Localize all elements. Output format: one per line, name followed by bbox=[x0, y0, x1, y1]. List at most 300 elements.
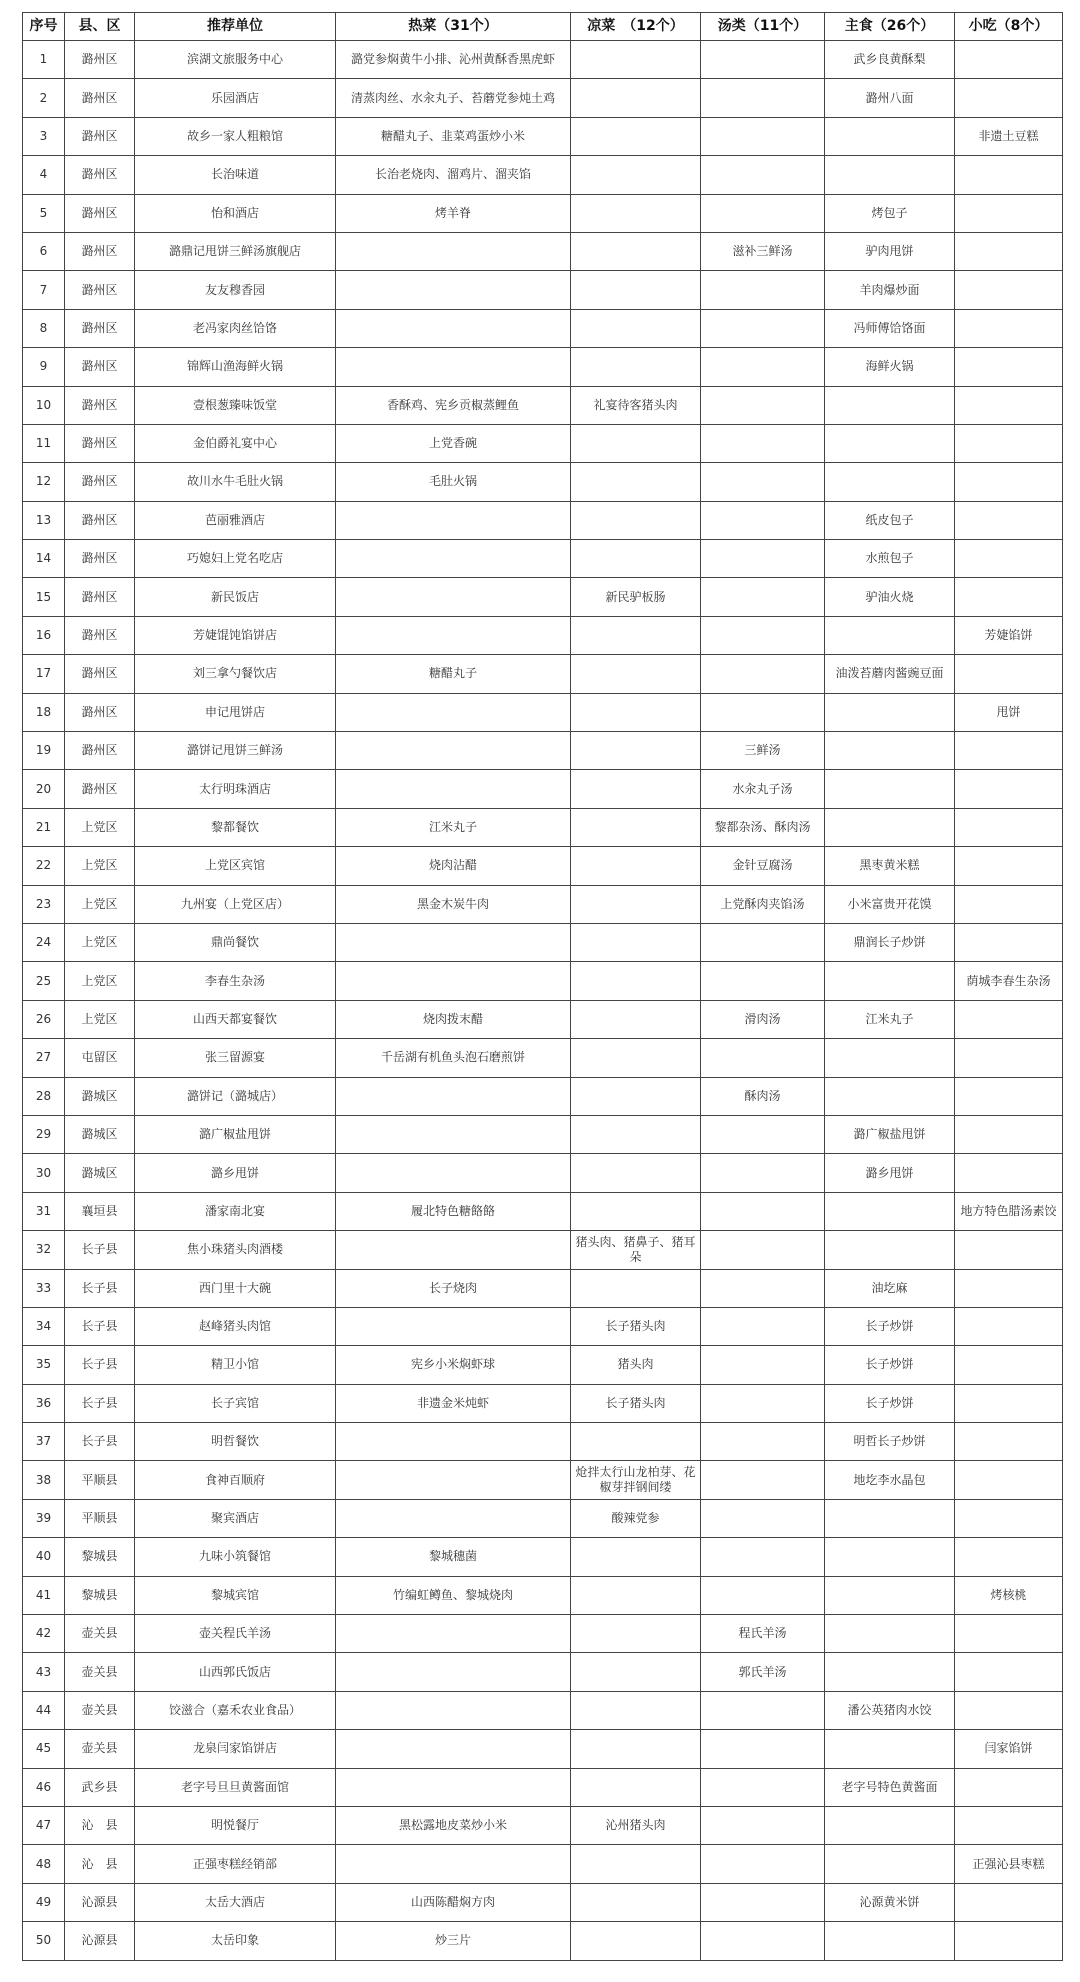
cell-county: 壶关县 bbox=[65, 1691, 135, 1729]
cell-cold-dish bbox=[571, 348, 701, 386]
cell-unit: 饺滋合（嘉禾农业食品） bbox=[135, 1691, 336, 1729]
cell-cold-dish bbox=[571, 309, 701, 347]
cell-unit: 李春生杂汤 bbox=[135, 962, 336, 1000]
cell-cold-dish bbox=[571, 424, 701, 462]
cell-snack bbox=[955, 1883, 1063, 1921]
cell-snack: 芳婕馅饼 bbox=[955, 616, 1063, 654]
cell-soup: 黎都杂汤、酥肉汤 bbox=[701, 808, 825, 846]
cell-county: 平顺县 bbox=[65, 1461, 135, 1499]
cell-soup: 三鲜汤 bbox=[701, 732, 825, 770]
cell-soup bbox=[701, 79, 825, 117]
cell-unit: 怡和酒店 bbox=[135, 194, 336, 232]
cell-staple: 鼎润长子炒饼 bbox=[825, 923, 955, 961]
cell-soup: 郭氏羊汤 bbox=[701, 1653, 825, 1691]
cell-county: 平顺县 bbox=[65, 1499, 135, 1537]
cell-snack bbox=[955, 424, 1063, 462]
cell-unit: 正强枣糕经销部 bbox=[135, 1845, 336, 1883]
cell-snack: 烤核桃 bbox=[955, 1576, 1063, 1614]
table-row bbox=[23, 1615, 1063, 1653]
cell-soup bbox=[701, 424, 825, 462]
cell-soup: 水汆丸子汤 bbox=[701, 770, 825, 808]
cell-soup bbox=[701, 616, 825, 654]
cell-county: 潞州区 bbox=[65, 271, 135, 309]
cell-unit: 新民饭店 bbox=[135, 578, 336, 616]
cell-unit: 明哲餐饮 bbox=[135, 1423, 336, 1461]
table-row bbox=[23, 1423, 1063, 1461]
table-row bbox=[23, 655, 1063, 693]
cell-staple: 潞广椒盐甩饼 bbox=[825, 1115, 955, 1153]
cell-hot-dish: 烧肉沾醋 bbox=[336, 847, 571, 885]
cell-staple: 地圪李水晶包 bbox=[825, 1461, 955, 1499]
cell-index: 48 bbox=[23, 1845, 65, 1883]
cell-index: 38 bbox=[23, 1461, 65, 1499]
table-row bbox=[23, 1154, 1063, 1192]
cell-unit: 申记甩饼店 bbox=[135, 693, 336, 731]
cell-county: 潞州区 bbox=[65, 732, 135, 770]
cell-unit: 老字号旦旦黄酱面馆 bbox=[135, 1768, 336, 1806]
table-row bbox=[23, 693, 1063, 731]
cell-cold-dish bbox=[571, 1000, 701, 1038]
cell-hot-dish bbox=[336, 1154, 571, 1192]
cell-staple bbox=[825, 808, 955, 846]
cell-soup bbox=[701, 194, 825, 232]
cell-cold-dish bbox=[571, 732, 701, 770]
cell-index: 37 bbox=[23, 1423, 65, 1461]
cell-county: 潞州区 bbox=[65, 693, 135, 731]
cell-unit: 食神百顺府 bbox=[135, 1461, 336, 1499]
cell-county: 潞州区 bbox=[65, 424, 135, 462]
cell-soup bbox=[701, 1346, 825, 1384]
header-county: 县、区 bbox=[65, 13, 135, 41]
table-row bbox=[23, 1269, 1063, 1307]
cell-county: 潞州区 bbox=[65, 309, 135, 347]
cell-staple bbox=[825, 1576, 955, 1614]
table-row bbox=[23, 194, 1063, 232]
table-row bbox=[23, 962, 1063, 1000]
table-row bbox=[23, 1653, 1063, 1691]
cell-hot-dish: 糖醋丸子 bbox=[336, 655, 571, 693]
cell-county: 潞州区 bbox=[65, 232, 135, 270]
cell-staple bbox=[825, 117, 955, 155]
cell-index: 27 bbox=[23, 1039, 65, 1077]
table-row bbox=[23, 1307, 1063, 1345]
cell-staple: 长子炒饼 bbox=[825, 1384, 955, 1422]
cell-county: 潞城区 bbox=[65, 1077, 135, 1115]
cell-cold-dish bbox=[571, 1538, 701, 1576]
cell-unit: 西门里十大碗 bbox=[135, 1269, 336, 1307]
cell-soup bbox=[701, 578, 825, 616]
cell-soup bbox=[701, 962, 825, 1000]
cell-unit: 刘三拿勺餐饮店 bbox=[135, 655, 336, 693]
cell-index: 25 bbox=[23, 962, 65, 1000]
cell-staple bbox=[825, 1499, 955, 1537]
table-row bbox=[23, 1576, 1063, 1614]
cell-snack bbox=[955, 1115, 1063, 1153]
table-row bbox=[23, 271, 1063, 309]
cell-county: 潞州区 bbox=[65, 770, 135, 808]
header-soups: 汤类（11个） bbox=[701, 13, 825, 41]
cell-index: 17 bbox=[23, 655, 65, 693]
cell-unit: 九州宴（上党区店） bbox=[135, 885, 336, 923]
cell-county: 武乡县 bbox=[65, 1768, 135, 1806]
cell-hot-dish bbox=[336, 348, 571, 386]
cell-unit: 友友穆香园 bbox=[135, 271, 336, 309]
table-row bbox=[23, 1806, 1063, 1844]
cell-soup bbox=[701, 655, 825, 693]
cell-staple: 驴肉甩饼 bbox=[825, 232, 955, 270]
cell-hot-dish bbox=[336, 1499, 571, 1537]
table-row bbox=[23, 808, 1063, 846]
cell-index: 21 bbox=[23, 808, 65, 846]
cell-staple bbox=[825, 1653, 955, 1691]
cell-hot-dish bbox=[336, 1307, 571, 1345]
cell-county: 长子县 bbox=[65, 1346, 135, 1384]
cell-unit: 长治味道 bbox=[135, 156, 336, 194]
cell-hot-dish: 清蒸肉丝、水汆丸子、苔蘑党参炖土鸡 bbox=[336, 79, 571, 117]
cell-hot-dish bbox=[336, 540, 571, 578]
cell-cold-dish: 长子猪头肉 bbox=[571, 1384, 701, 1422]
cell-hot-dish bbox=[336, 501, 571, 539]
cell-unit: 上党区宾馆 bbox=[135, 847, 336, 885]
cell-county: 黎城县 bbox=[65, 1538, 135, 1576]
cell-snack bbox=[955, 1691, 1063, 1729]
cell-county: 长子县 bbox=[65, 1269, 135, 1307]
cell-unit: 老冯家肉丝饸饹 bbox=[135, 309, 336, 347]
cell-unit: 壶关程氏羊汤 bbox=[135, 1615, 336, 1653]
header-staples: 主食（26个） bbox=[825, 13, 955, 41]
cell-staple bbox=[825, 1615, 955, 1653]
cell-soup: 程氏羊汤 bbox=[701, 1615, 825, 1653]
cell-county: 潞州区 bbox=[65, 386, 135, 424]
cell-snack bbox=[955, 194, 1063, 232]
cell-cold-dish bbox=[571, 1154, 701, 1192]
cell-soup bbox=[701, 1307, 825, 1345]
cell-staple bbox=[825, 1077, 955, 1115]
cell-hot-dish bbox=[336, 693, 571, 731]
table-row bbox=[23, 1845, 1063, 1883]
cell-cold-dish: 酸辣党参 bbox=[571, 1499, 701, 1537]
cell-hot-dish bbox=[336, 1653, 571, 1691]
cell-county: 潞州区 bbox=[65, 156, 135, 194]
cell-soup bbox=[701, 1691, 825, 1729]
cell-staple: 潞乡甩饼 bbox=[825, 1154, 955, 1192]
cell-snack bbox=[955, 1000, 1063, 1038]
cell-cold-dish bbox=[571, 271, 701, 309]
cell-index: 12 bbox=[23, 463, 65, 501]
cell-snack bbox=[955, 1384, 1063, 1422]
cell-staple bbox=[825, 156, 955, 194]
cell-index: 43 bbox=[23, 1653, 65, 1691]
cell-index: 13 bbox=[23, 501, 65, 539]
cell-soup bbox=[701, 1576, 825, 1614]
cell-snack bbox=[955, 1307, 1063, 1345]
cell-county: 潞州区 bbox=[65, 578, 135, 616]
cell-cold-dish: 炝拌太行山龙柏芽、花椒芽拌钢间缕 bbox=[571, 1461, 701, 1499]
cell-staple: 沁源黄米饼 bbox=[825, 1883, 955, 1921]
cell-staple: 海鲜火锅 bbox=[825, 348, 955, 386]
cell-unit: 潞饼记（潞城店） bbox=[135, 1077, 336, 1115]
cell-unit: 潞饼记甩饼三鲜汤 bbox=[135, 732, 336, 770]
table-row bbox=[23, 156, 1063, 194]
cell-index: 34 bbox=[23, 1307, 65, 1345]
cell-county: 上党区 bbox=[65, 847, 135, 885]
cell-hot-dish: 山西陈醋焖方肉 bbox=[336, 1883, 571, 1921]
header-unit: 推荐单位 bbox=[135, 13, 336, 41]
table-row bbox=[23, 386, 1063, 424]
cell-hot-dish bbox=[336, 1423, 571, 1461]
cell-staple: 长子炒饼 bbox=[825, 1346, 955, 1384]
table-row bbox=[23, 1730, 1063, 1768]
cell-hot-dish: 烧肉拨末醋 bbox=[336, 1000, 571, 1038]
cell-hot-dish bbox=[336, 232, 571, 270]
cell-snack bbox=[955, 1499, 1063, 1537]
cell-staple: 油泼苔蘑肉酱豌豆面 bbox=[825, 655, 955, 693]
cell-county: 沁 县 bbox=[65, 1845, 135, 1883]
header-index: 序号 bbox=[23, 13, 65, 41]
cell-cold-dish bbox=[571, 1730, 701, 1768]
cell-cold-dish bbox=[571, 1423, 701, 1461]
cell-staple: 烤包子 bbox=[825, 194, 955, 232]
cell-hot-dish: 糖醋丸子、韭菜鸡蛋炒小米 bbox=[336, 117, 571, 155]
cell-hot-dish: 黎城穗菌 bbox=[336, 1538, 571, 1576]
cell-hot-dish: 黑松露地皮菜炒小米 bbox=[336, 1806, 571, 1844]
cell-county: 潞城区 bbox=[65, 1115, 135, 1153]
cell-snack bbox=[955, 923, 1063, 961]
cell-snack bbox=[955, 1615, 1063, 1653]
cell-cold-dish bbox=[571, 1192, 701, 1230]
cell-cold-dish: 长子猪头肉 bbox=[571, 1307, 701, 1345]
cell-index: 24 bbox=[23, 923, 65, 961]
cell-staple: 冯师傅饸饹面 bbox=[825, 309, 955, 347]
cell-staple bbox=[825, 1730, 955, 1768]
cell-index: 14 bbox=[23, 540, 65, 578]
cell-hot-dish: 毛肚火锅 bbox=[336, 463, 571, 501]
cell-unit: 金伯爵礼宴中心 bbox=[135, 424, 336, 462]
cell-hot-dish bbox=[336, 1845, 571, 1883]
cell-unit: 巧媳妇上党名吃店 bbox=[135, 540, 336, 578]
cell-hot-dish bbox=[336, 309, 571, 347]
cell-soup bbox=[701, 923, 825, 961]
cell-unit: 锦辉山渔海鲜火锅 bbox=[135, 348, 336, 386]
cell-index: 36 bbox=[23, 1384, 65, 1422]
cell-hot-dish: 长治老烧肉、溜鸡片、溜夹馅 bbox=[336, 156, 571, 194]
cell-index: 31 bbox=[23, 1192, 65, 1230]
cell-cold-dish bbox=[571, 1922, 701, 1960]
table-row bbox=[23, 463, 1063, 501]
cell-unit: 山西天都宴餐饮 bbox=[135, 1000, 336, 1038]
cell-cold-dish: 猪头肉 bbox=[571, 1346, 701, 1384]
cell-county: 长子县 bbox=[65, 1307, 135, 1345]
table-row bbox=[23, 540, 1063, 578]
cell-index: 40 bbox=[23, 1538, 65, 1576]
cell-soup bbox=[701, 540, 825, 578]
cell-cold-dish: 新民驴板肠 bbox=[571, 578, 701, 616]
cell-soup bbox=[701, 1115, 825, 1153]
cell-index: 4 bbox=[23, 156, 65, 194]
cell-cold-dish bbox=[571, 1845, 701, 1883]
cell-county: 长子县 bbox=[65, 1231, 135, 1269]
cell-cold-dish bbox=[571, 194, 701, 232]
cell-cold-dish bbox=[571, 1883, 701, 1921]
cell-staple: 油圪麻 bbox=[825, 1269, 955, 1307]
cell-index: 47 bbox=[23, 1806, 65, 1844]
cell-soup bbox=[701, 1499, 825, 1537]
cell-hot-dish: 非遗金米炖虾 bbox=[336, 1384, 571, 1422]
cell-index: 18 bbox=[23, 693, 65, 731]
cell-county: 上党区 bbox=[65, 808, 135, 846]
cell-soup bbox=[701, 386, 825, 424]
cell-soup bbox=[701, 1269, 825, 1307]
cell-hot-dish bbox=[336, 770, 571, 808]
table-row bbox=[23, 1192, 1063, 1230]
table-row bbox=[23, 1384, 1063, 1422]
cell-index: 15 bbox=[23, 578, 65, 616]
cell-snack bbox=[955, 1768, 1063, 1806]
cell-hot-dish bbox=[336, 923, 571, 961]
cell-staple: 潘公英猪肉水饺 bbox=[825, 1691, 955, 1729]
cell-cold-dish bbox=[571, 693, 701, 731]
cell-county: 潞州区 bbox=[65, 194, 135, 232]
cell-index: 6 bbox=[23, 232, 65, 270]
cell-staple: 明哲长子炒饼 bbox=[825, 1423, 955, 1461]
cell-index: 10 bbox=[23, 386, 65, 424]
cell-county: 潞州区 bbox=[65, 463, 135, 501]
cell-soup bbox=[701, 271, 825, 309]
cell-soup bbox=[701, 41, 825, 79]
cell-staple: 黑枣黄米糕 bbox=[825, 847, 955, 885]
cell-staple bbox=[825, 962, 955, 1000]
cell-county: 上党区 bbox=[65, 962, 135, 1000]
cell-unit: 精卫小馆 bbox=[135, 1346, 336, 1384]
cell-hot-dish: 江米丸子 bbox=[336, 808, 571, 846]
cell-hot-dish bbox=[336, 1691, 571, 1729]
table-row bbox=[23, 616, 1063, 654]
cell-county: 潞州区 bbox=[65, 616, 135, 654]
cell-snack bbox=[955, 232, 1063, 270]
cell-staple bbox=[825, 1192, 955, 1230]
cell-staple: 武乡良黄酥梨 bbox=[825, 41, 955, 79]
cell-snack bbox=[955, 1346, 1063, 1384]
cell-staple bbox=[825, 1845, 955, 1883]
cell-county: 潞州区 bbox=[65, 79, 135, 117]
cell-cold-dish bbox=[571, 1576, 701, 1614]
recommendation-table bbox=[22, 12, 1063, 1961]
cell-hot-dish bbox=[336, 1615, 571, 1653]
cell-snack bbox=[955, 578, 1063, 616]
cell-snack bbox=[955, 808, 1063, 846]
cell-index: 16 bbox=[23, 616, 65, 654]
table-row bbox=[23, 1499, 1063, 1537]
cell-cold-dish bbox=[571, 770, 701, 808]
cell-unit: 滨湖文旅服务中心 bbox=[135, 41, 336, 79]
table-row bbox=[23, 501, 1063, 539]
cell-unit: 潞广椒盐甩饼 bbox=[135, 1115, 336, 1153]
cell-county: 沁 县 bbox=[65, 1806, 135, 1844]
cell-snack bbox=[955, 156, 1063, 194]
table-row bbox=[23, 1115, 1063, 1153]
cell-cold-dish bbox=[571, 540, 701, 578]
cell-soup bbox=[701, 1730, 825, 1768]
cell-index: 29 bbox=[23, 1115, 65, 1153]
cell-index: 5 bbox=[23, 194, 65, 232]
cell-staple: 潞州八面 bbox=[825, 79, 955, 117]
table-row bbox=[23, 923, 1063, 961]
cell-index: 35 bbox=[23, 1346, 65, 1384]
cell-staple: 小米富贵开花馍 bbox=[825, 885, 955, 923]
cell-snack bbox=[955, 79, 1063, 117]
cell-unit: 焦小珠猪头肉酒楼 bbox=[135, 1231, 336, 1269]
cell-snack bbox=[955, 41, 1063, 79]
cell-hot-dish bbox=[336, 1461, 571, 1499]
cell-county: 上党区 bbox=[65, 923, 135, 961]
cell-index: 2 bbox=[23, 79, 65, 117]
cell-cold-dish bbox=[571, 117, 701, 155]
cell-soup bbox=[701, 1231, 825, 1269]
cell-soup bbox=[701, 1768, 825, 1806]
cell-snack bbox=[955, 1806, 1063, 1844]
table-row bbox=[23, 1346, 1063, 1384]
cell-snack bbox=[955, 1039, 1063, 1077]
cell-soup bbox=[701, 1154, 825, 1192]
cell-cold-dish: 猪头肉、猪鼻子、猪耳朵 bbox=[571, 1231, 701, 1269]
cell-snack bbox=[955, 847, 1063, 885]
cell-snack bbox=[955, 1423, 1063, 1461]
cell-index: 8 bbox=[23, 309, 65, 347]
cell-staple bbox=[825, 1922, 955, 1960]
table-row bbox=[23, 424, 1063, 462]
cell-county: 潞城区 bbox=[65, 1154, 135, 1192]
cell-county: 长子县 bbox=[65, 1423, 135, 1461]
cell-soup bbox=[701, 156, 825, 194]
cell-cold-dish bbox=[571, 1768, 701, 1806]
cell-county: 壶关县 bbox=[65, 1653, 135, 1691]
cell-staple bbox=[825, 616, 955, 654]
cell-soup bbox=[701, 1039, 825, 1077]
cell-index: 50 bbox=[23, 1922, 65, 1960]
cell-county: 潞州区 bbox=[65, 117, 135, 155]
cell-hot-dish bbox=[336, 1730, 571, 1768]
cell-unit: 乐园酒店 bbox=[135, 79, 336, 117]
cell-index: 19 bbox=[23, 732, 65, 770]
cell-index: 9 bbox=[23, 348, 65, 386]
cell-unit: 长子宾馆 bbox=[135, 1384, 336, 1422]
cell-index: 45 bbox=[23, 1730, 65, 1768]
cell-cold-dish bbox=[571, 962, 701, 1000]
table-row bbox=[23, 1768, 1063, 1806]
cell-unit: 龙泉闫家馅饼店 bbox=[135, 1730, 336, 1768]
cell-index: 7 bbox=[23, 271, 65, 309]
cell-soup bbox=[701, 1423, 825, 1461]
cell-snack bbox=[955, 770, 1063, 808]
cell-cold-dish: 沁州猪头肉 bbox=[571, 1806, 701, 1844]
table-row bbox=[23, 1922, 1063, 1960]
cell-snack bbox=[955, 1231, 1063, 1269]
cell-staple bbox=[825, 1039, 955, 1077]
cell-hot-dish: 宪乡小米焖虾球 bbox=[336, 1346, 571, 1384]
cell-soup: 酥肉汤 bbox=[701, 1077, 825, 1115]
table-row bbox=[23, 117, 1063, 155]
cell-soup bbox=[701, 1538, 825, 1576]
cell-unit: 明悦餐厅 bbox=[135, 1806, 336, 1844]
cell-index: 41 bbox=[23, 1576, 65, 1614]
cell-soup bbox=[701, 1845, 825, 1883]
cell-unit: 太岳印象 bbox=[135, 1922, 336, 1960]
cell-cold-dish bbox=[571, 885, 701, 923]
cell-unit: 故川水牛毛肚火锅 bbox=[135, 463, 336, 501]
table-row bbox=[23, 232, 1063, 270]
cell-cold-dish bbox=[571, 41, 701, 79]
table-body bbox=[23, 41, 1063, 1961]
